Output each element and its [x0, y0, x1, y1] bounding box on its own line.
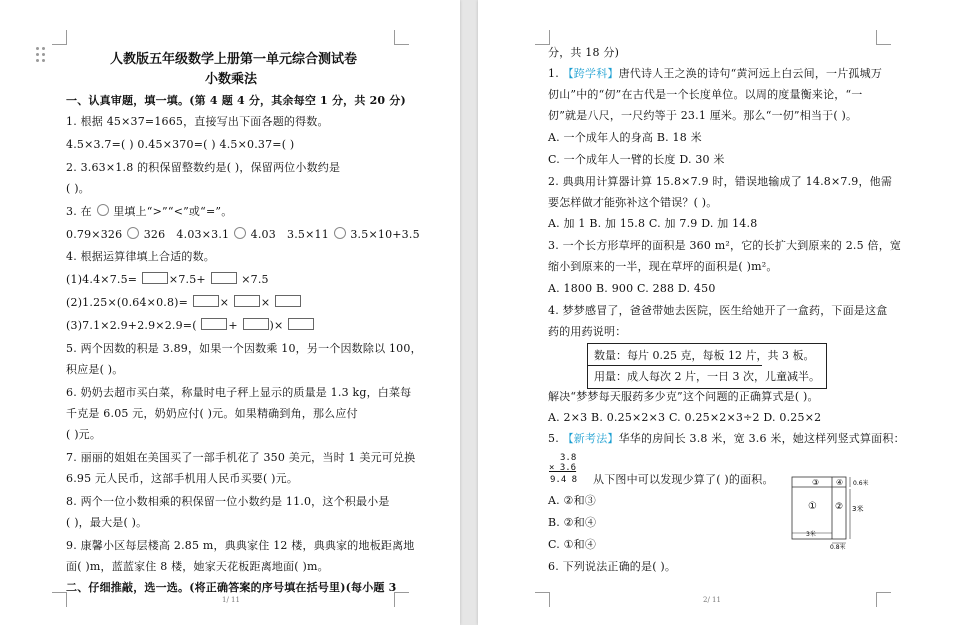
- question-number: 5.: [548, 432, 563, 445]
- question-text: 华华的房间长 3.8 米，宽 3.6 米，她这样列竖式算面积：: [618, 432, 905, 445]
- vertical-multiplication-line: 9.4 8: [550, 475, 578, 485]
- option-row: C. ①和④: [548, 538, 597, 551]
- option-row: A. ②和③: [548, 494, 596, 507]
- question-tag: 【跨学科】: [562, 67, 619, 80]
- question-text: 唐代诗人王之涣的诗句“黄河远上白云间，一片孤城万: [618, 67, 883, 80]
- question-text: 从下图中可以发现少算了( )的面积。: [593, 473, 774, 486]
- expr-text: 326: [143, 228, 166, 241]
- region-2-label: ②: [835, 502, 844, 512]
- question-text: 6. 奶奶去超市买白菜，称量时电子秤上显示的质量是 1.3 kg，白菜每: [66, 386, 412, 399]
- page-number: 2/ 11: [703, 596, 721, 604]
- expr-text: (3)7.1×2.9+2.9×2.9=(: [66, 319, 197, 332]
- question-text: 积应是( )。: [66, 363, 124, 376]
- vertical-multiplication-line: 3.8: [560, 453, 577, 463]
- crop-mark: [876, 592, 891, 607]
- document-page-1: [0, 0, 460, 625]
- question-text: 分，共 18 分): [548, 46, 620, 59]
- question-text: [548, 431, 905, 446]
- question-text: 仞”就是八尺，一尺约等于 23.1 厘米。那么“一仞”相当于( )。: [548, 109, 858, 122]
- question-text: 缩小到原来的一半，现在草坪的面积是( )m²。: [548, 260, 778, 273]
- question-text: 7. 丽丽的姐姐在美国买了一部手机花了 350 美元，当时 1 美元可兑换: [66, 451, 416, 464]
- crop-mark: [876, 30, 891, 45]
- answer-circle: [127, 227, 139, 239]
- dimension-label: 3米: [852, 505, 864, 513]
- question-text: 5. 两个因数的积是 3.89，如果一个因数乘 10，另一个因数除以 100，: [66, 342, 422, 355]
- option-row: A. 2×3 B. 0.25×2×3 C. 0.25×2×3÷2 D. 0.25×2: [548, 411, 822, 424]
- expr-text: (2)1.25×(0.64×0.8)=: [66, 296, 189, 309]
- expr-text: 4.03: [250, 228, 276, 241]
- question-text: (3)7.1×2.9+2.9×2.9=( + )×: [66, 318, 315, 333]
- expr-text: (1)4.4×7.5=: [66, 273, 138, 286]
- document-title: 人教版五年级数学上册第一单元综合测试卷: [110, 52, 358, 67]
- question-text: 1. 根据 45×37=1665，直接写出下面各题的得数。: [66, 115, 329, 128]
- document-subtitle: 小数乘法: [205, 72, 258, 87]
- expr-text: ×7.5: [241, 273, 269, 286]
- question-text: 里填上“>”“<”或“=”。: [113, 205, 233, 218]
- crop-mark: [52, 592, 67, 607]
- section-heading: 二、仔细推敲，选一选。(将正确答案的序号填在括号里)(每小题 3: [66, 581, 397, 594]
- option-row: C. 一个成年人一臂的长度 D. 30 米: [548, 153, 725, 166]
- region-4-label: ④: [836, 478, 844, 487]
- region-1-label: ①: [808, 501, 817, 512]
- question-text: ( )，最大是( )。: [66, 516, 148, 529]
- answer-circle: [97, 204, 109, 216]
- question-text: 6. 下列说法正确的是( )。: [548, 560, 677, 573]
- instruction-usage: 用量：成人每次 2 片，一日 3 次，儿童减半。: [594, 370, 820, 383]
- room-area-diagram: [790, 475, 870, 550]
- question-text: 2. 3.63×1.8 的积保留整数约是( )，保留两位小数约是: [66, 161, 341, 174]
- vertical-multiplication-line: × 3.6: [549, 463, 577, 473]
- question-text: 9. 康馨小区每层楼高 2.85 m，典典家住 12 楼，典典家的地板距离地: [66, 539, 415, 552]
- answer-circle: [334, 227, 346, 239]
- medicine-instructions-box: [587, 343, 827, 389]
- question-text: 仞山”中的“仞”在古代是一个长度单位。以周的度量衡来论，“一: [548, 88, 863, 101]
- question-text: (2)1.25×(0.64×0.8)= × ×: [66, 295, 302, 310]
- question-text: [66, 204, 232, 219]
- answer-box: [288, 318, 314, 330]
- crop-mark: [535, 30, 550, 45]
- question-text: ( )。: [66, 182, 90, 195]
- answer-box: [211, 272, 237, 284]
- answer-box: [243, 318, 269, 330]
- comparison-row: [66, 227, 420, 242]
- question-text: 3. 在: [66, 205, 92, 218]
- question-text: ( )元。: [66, 428, 102, 441]
- answer-box: [193, 295, 219, 307]
- question-text: 4.5×3.7=( ) 0.45×370=( ) 4.5×0.37=( ): [66, 138, 295, 151]
- question-text: 药的用药说明：: [548, 325, 627, 338]
- instruction-dosage: 数量：每片 0.25 克，每板 12 片，共 3 板。: [594, 349, 815, 362]
- answer-box: [142, 272, 168, 284]
- question-text: 千克是 6.05 元，奶奶应付( )元。如果精确到角，那么应付: [66, 407, 358, 420]
- option-row: B. ②和④: [548, 516, 597, 529]
- question-text: 6.95 元人民币，这部手机用人民币买要( )元。: [66, 472, 299, 485]
- question-number: 1.: [548, 67, 563, 80]
- dimension-label: 0.8米: [830, 544, 846, 550]
- answer-box: [275, 295, 301, 307]
- dimension-label: 0.6米: [853, 480, 869, 487]
- divider: [588, 365, 762, 366]
- option-row: A. 1800 B. 900 C. 288 D. 450: [548, 282, 716, 295]
- question-text: [548, 66, 882, 81]
- question-text: 4. 梦梦感冒了，爸爸带她去医院，医生给她开了一盒药，下面是这盒: [548, 304, 888, 317]
- page-number: 1/ 11: [222, 596, 240, 604]
- option-row: A. 加 1 B. 加 15.8 C. 加 7.9 D. 加 14.8: [548, 217, 758, 230]
- expr-text: 3.5×10+3.5: [350, 228, 420, 241]
- expr-text: 3.5×11: [287, 228, 329, 241]
- question-text: 8. 两个一位小数相乘的积保留一位小数约是 11.0，这个积最小是: [66, 495, 390, 508]
- dimension-label: 3米: [806, 531, 816, 538]
- question-text: 2. 典典用计算器计算 15.8×7.9 时，错误地输成了 14.8×7.9，他需: [548, 175, 893, 188]
- question-text: 要怎样做才能弥补这个错误？( )。: [548, 196, 718, 209]
- question-text: 解决“梦梦每天服药多少克”这个问题的正确算式是( )。: [548, 390, 819, 403]
- section-heading: 一、认真审题，填一填。(第 4 题 4 分，其余每空 1 分，共 20 分): [66, 94, 406, 107]
- question-text: 面( )m，蓝蓝家住 8 楼，她家天花板距离地面( )m。: [66, 560, 329, 573]
- crop-mark: [52, 30, 67, 45]
- answer-box: [201, 318, 227, 330]
- drag-handle-icon[interactable]: [36, 47, 48, 63]
- answer-circle: [234, 227, 246, 239]
- crop-mark: [394, 30, 409, 45]
- question-text: 3. 一个长方形草坪的面积是 360 m²，它的长扩大到原来的 2.5 倍，宽: [548, 239, 902, 252]
- expr-text: 4.03×3.1: [176, 228, 230, 241]
- question-text: 4. 根据运算律填上合适的数。: [66, 250, 215, 263]
- expr-text: 0.79×326: [66, 228, 123, 241]
- region-3-label: ③: [812, 478, 820, 487]
- crop-mark: [535, 592, 550, 607]
- option-row: A. 一个成年人的身高 B. 18 米: [548, 131, 702, 144]
- question-tag: 【新考法】: [562, 432, 619, 445]
- question-text: (1)4.4×7.5= ×7.5+ ×7.5: [66, 273, 269, 286]
- answer-box: [234, 295, 260, 307]
